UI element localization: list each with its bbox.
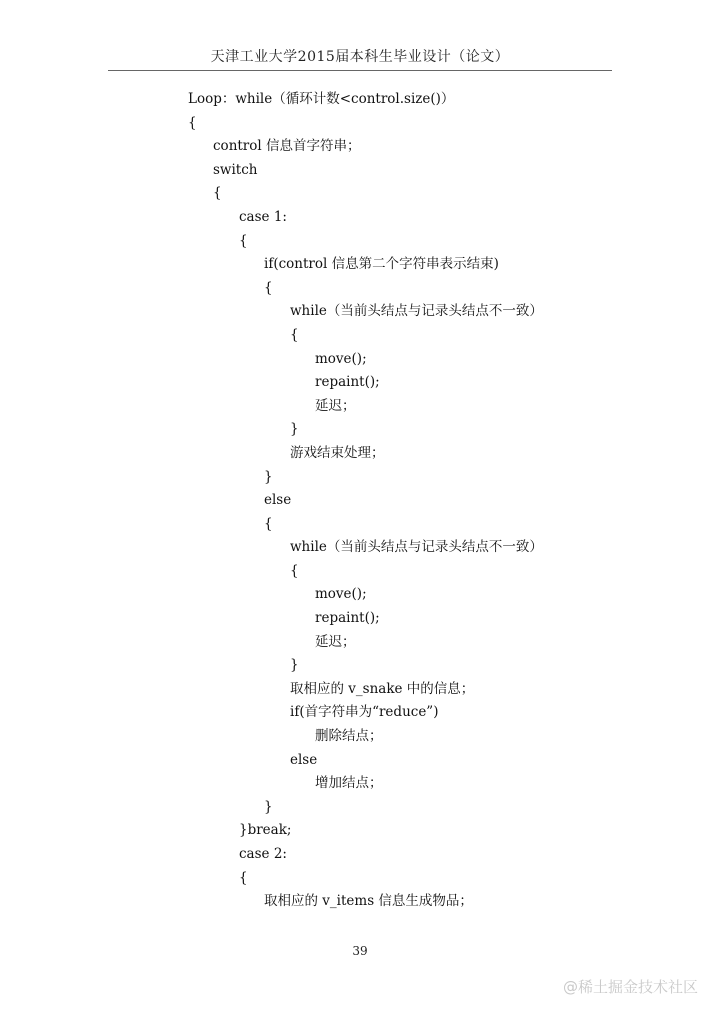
code-line: { <box>188 114 197 131</box>
code-line: switch <box>213 161 258 178</box>
code-line: }break; <box>239 822 292 839</box>
code-line: } <box>264 468 273 485</box>
code-line: { <box>264 279 273 296</box>
code-line: if(control 信息第二个字符串表示结束) <box>264 256 499 273</box>
watermark: @稀土掘金技术社区 <box>562 978 698 996</box>
code-line: while（当前头结点与记录头结点不一致） <box>290 303 543 320</box>
code-line: else <box>264 492 292 509</box>
code-line: { <box>264 515 273 532</box>
page-number: 39 <box>352 944 368 958</box>
code-line: 取相应的 v_snake 中的信息； <box>290 680 475 697</box>
code-line: move(); <box>315 350 367 367</box>
code-line: Loop：while（循环计数<control.size()） <box>188 91 455 107</box>
code-line: { <box>213 185 222 202</box>
code-line: while（当前头结点与记录头结点不一致） <box>290 539 543 556</box>
code-line: 增加结点； <box>315 775 383 792</box>
code-line: 取相应的 v_items 信息生成物品； <box>264 893 473 910</box>
code-line: 删除结点； <box>315 728 383 745</box>
code-line: move(); <box>315 586 367 603</box>
code-line: { <box>239 869 248 886</box>
code-line: } <box>290 421 299 438</box>
code-line: repaint(); <box>315 610 380 627</box>
code-line: if(首字符串为“reduce”) <box>290 704 439 721</box>
code-line: 延迟； <box>315 633 356 650</box>
code-line: 延迟； <box>315 397 356 414</box>
code-line: 游戏结束处理； <box>290 444 385 461</box>
page-header-title: 天津工业大学2015届本科生毕业设计（论文） <box>210 49 510 65</box>
header-rule <box>108 70 612 71</box>
pseudocode-block <box>188 88 543 914</box>
code-line: else <box>290 751 318 768</box>
code-line: repaint(); <box>315 374 380 391</box>
code-line: case 2: <box>239 846 287 862</box>
code-line: { <box>239 232 248 249</box>
code-line: { <box>290 562 299 579</box>
code-line: control 信息首字符串； <box>213 138 361 155</box>
code-line: { <box>290 326 299 343</box>
code-line: } <box>264 798 273 815</box>
code-line: } <box>290 657 299 674</box>
code-line: case 1: <box>239 208 287 225</box>
